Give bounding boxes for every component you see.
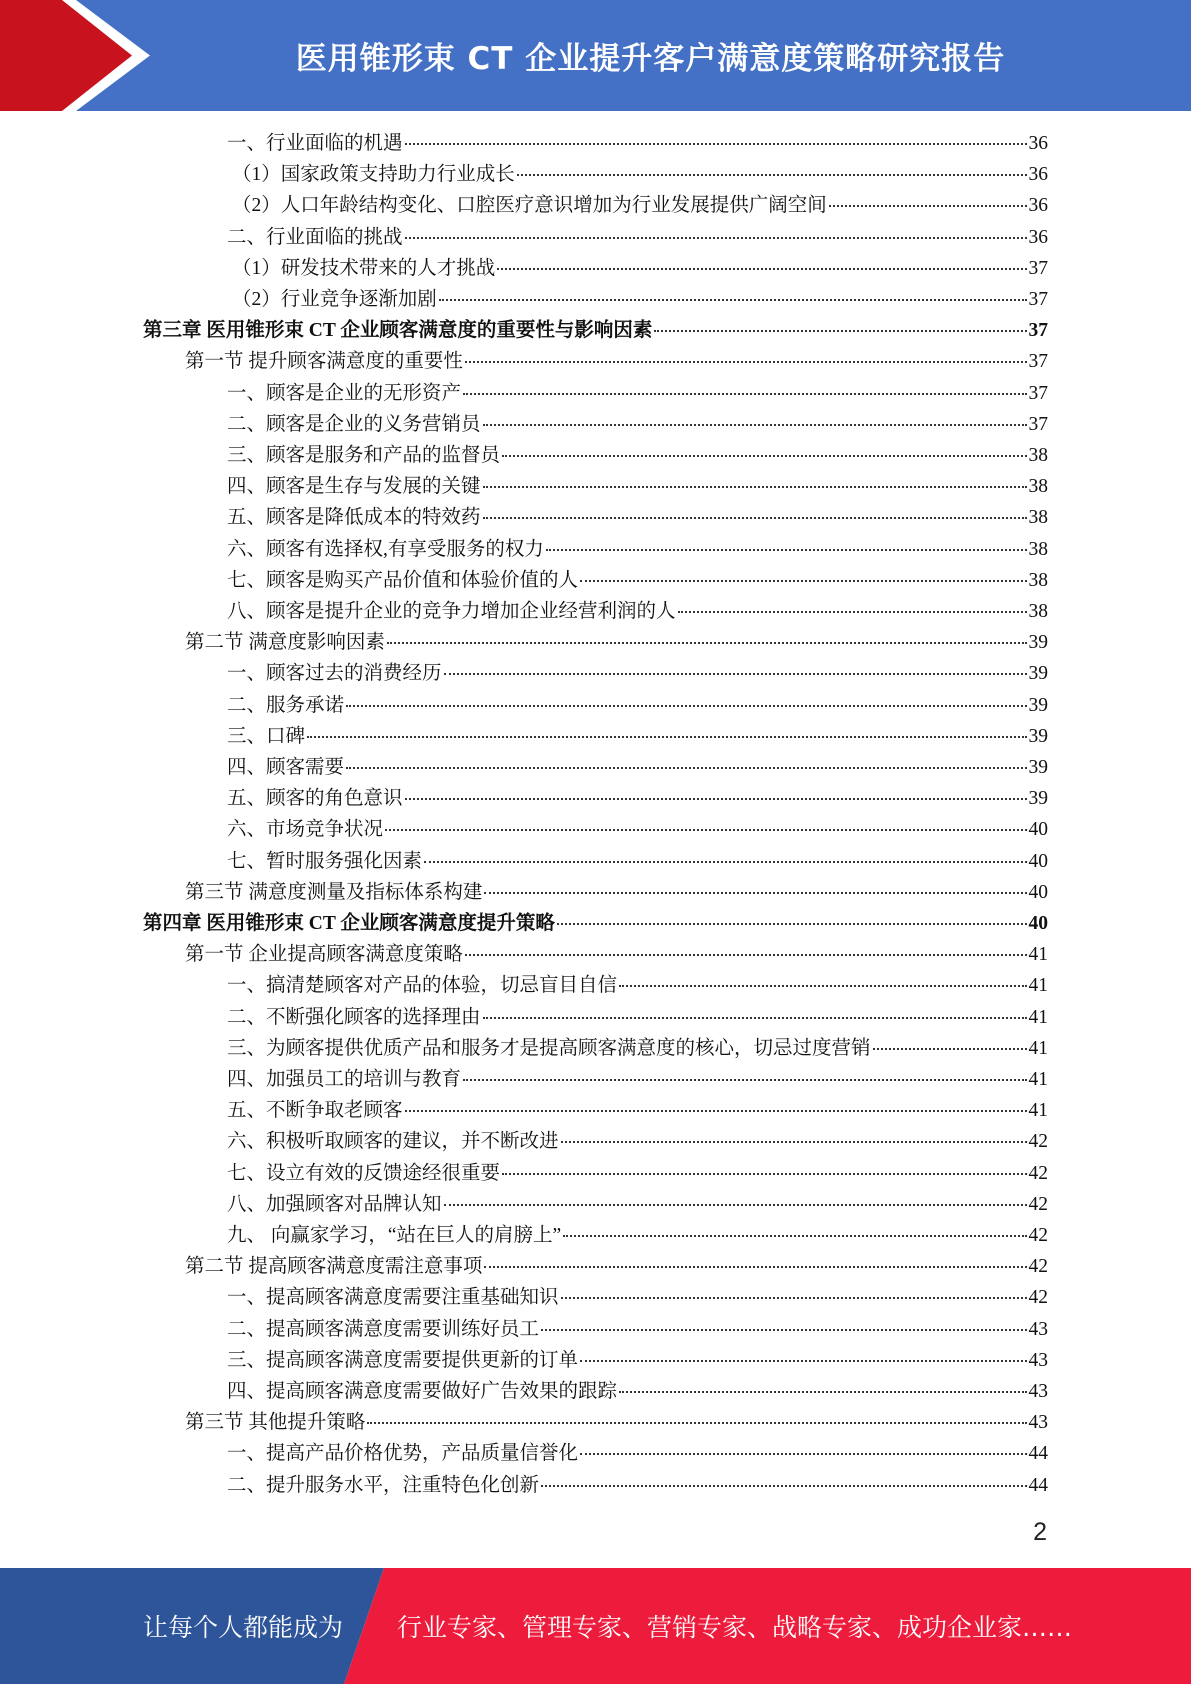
toc-item-row[interactable]: [227, 534, 1048, 565]
page-number: 2: [1033, 1518, 1047, 1546]
toc-dot-leader: [444, 1204, 1027, 1206]
toc-entry-title: 五、顾客是降低成本的特效药: [227, 507, 481, 529]
toc-dot-leader: [541, 1329, 1026, 1331]
toc-dot-leader: [405, 798, 1027, 800]
toc-dot-leader: [563, 1235, 1026, 1237]
toc-item-row[interactable]: [227, 1376, 1048, 1407]
toc-entry-title: 六、市场竞争状况: [227, 819, 384, 841]
toc-item-row[interactable]: [227, 721, 1048, 752]
toc-dot-leader: [502, 1173, 1026, 1175]
toc-entry-title: 三、提高顾客满意度需要提供更新的订单: [227, 1349, 579, 1371]
toc-item-row[interactable]: [227, 1064, 1048, 1095]
toc-page-number: 39: [1028, 757, 1048, 778]
toc-item-row[interactable]: [227, 1126, 1048, 1157]
toc-page-number: 38: [1028, 507, 1048, 529]
toc-entry-title: 一、提高顾客满意度需要注重基础知识: [227, 1287, 559, 1309]
footer-slogan-left: 让每个人都能成为: [143, 1613, 344, 1642]
toc-dot-leader: [346, 705, 1026, 707]
toc-entry-title: 四、提高顾客满意度需要做好广告效果的跟踪: [227, 1381, 618, 1402]
toc-dot-leader: [484, 892, 1026, 894]
toc-entry-title: 第四章 医用锥形束 CT 企业顾客满意度提升策略: [143, 913, 555, 934]
toc-entry-title: 三、为顾客提供优质产品和服务才是提高顾客满意度的核心，切忌过度营销: [227, 1037, 871, 1059]
toc-item-row[interactable]: [227, 690, 1048, 721]
toc-entry-title: 第三节 其他提升策略: [185, 1412, 366, 1434]
toc-item-row[interactable]: [227, 1314, 1048, 1345]
toc-entry-title: 一、顾客过去的消费经历: [227, 663, 442, 685]
toc-section-row[interactable]: [185, 1251, 1048, 1282]
toc-entry-title: 二、提高顾客满意度需要训练好员工: [227, 1318, 540, 1340]
toc-page-number: 43: [1028, 1349, 1048, 1371]
toc-dot-leader: [580, 580, 1026, 582]
toc-item-row[interactable]: [227, 409, 1048, 440]
toc-dot-leader: [497, 268, 1026, 270]
toc-entry-title: 第三章 医用锥形束 CT 企业顾客满意度的重要性与影响因素: [143, 320, 653, 342]
toc-page-number: 38: [1028, 476, 1048, 498]
toc-entry-title: 八、顾客是提升企业的竞争力增加企业经营利润的人: [227, 601, 676, 622]
toc-dot-leader: [424, 861, 1026, 863]
toc-entry-title: （2）行业竞争逐渐加剧: [232, 289, 437, 310]
toc-item-row[interactable]: [227, 1033, 1048, 1064]
toc-entry-title: （2）人口年龄结构变化、口腔医疗意识增加为行业发展提供广阔空间: [232, 195, 827, 217]
toc-section-row[interactable]: [185, 939, 1048, 970]
toc-page-number: 39: [1028, 632, 1048, 654]
toc-entry-title: 四、顾客需要: [227, 757, 345, 778]
toc-entry-title: 四、加强员工的培训与教育: [227, 1069, 462, 1090]
toc-entry-title: 二、提升服务水平，注重特色化创新: [227, 1474, 540, 1496]
page-footer: [0, 1568, 1191, 1684]
toc-page-number: 37: [1028, 413, 1048, 435]
toc-page-number: 40: [1028, 819, 1048, 841]
toc-page-number: 38: [1028, 538, 1048, 560]
toc-page-number: 36: [1028, 164, 1048, 186]
toc-dot-leader: [873, 1048, 1027, 1050]
toc-item-row[interactable]: [227, 1189, 1048, 1220]
toc-dot-leader: [502, 455, 1026, 457]
toc-page-number: 41: [1028, 944, 1048, 966]
toc-entry-title: 六、顾客有选择权,有享受服务的权力: [227, 538, 544, 560]
toc-dot-leader: [561, 1141, 1027, 1143]
toc-entry-title: 二、行业面临的挑战: [227, 226, 403, 248]
toc-dot-leader: [405, 237, 1027, 239]
toc-entry-title: 五、顾客的角色意识: [227, 788, 403, 810]
toc-page-number: 39: [1028, 725, 1048, 747]
toc-item-row[interactable]: [227, 1095, 1048, 1126]
toc-entry-title: （1）研发技术带来的人才挑战: [232, 257, 496, 279]
toc-page-number: 42: [1028, 1162, 1048, 1184]
toc-page-number: 41: [1028, 1100, 1048, 1122]
toc-item-row[interactable]: [227, 752, 1048, 783]
toc-entry-title: 三、顾客是服务和产品的监督员: [227, 445, 501, 466]
toc-entry-title: 一、提高产品价格优势，产品质量信誉化: [227, 1443, 579, 1465]
toc-item-row[interactable]: [227, 658, 1048, 689]
toc-dot-leader: [463, 393, 1026, 395]
toc-entry-title: （1）国家政策支持助力行业成长: [232, 164, 515, 186]
toc-page-number: 41: [1028, 1069, 1048, 1090]
toc-page-number: 39: [1028, 663, 1048, 685]
toc-page-number: 40: [1028, 850, 1048, 872]
chevron-arrow-icon: [0, 0, 160, 111]
toc-dot-leader: [829, 205, 1027, 207]
toc-item-row[interactable]: [232, 284, 1048, 315]
toc-entry-title: 第二节 提高顾客满意度需注意事项: [185, 1256, 483, 1278]
toc-item-row[interactable]: [227, 502, 1048, 533]
toc-page-number: 41: [1028, 975, 1048, 997]
toc-entry-title: 九、 向赢家学习，“站在巨人的肩膀上”: [227, 1225, 562, 1246]
toc-entry-title: 第一节 提升顾客满意度的重要性: [185, 351, 463, 373]
toc-dot-leader: [619, 985, 1026, 987]
toc-dot-leader: [483, 1017, 1027, 1019]
toc-entry-title: 一、行业面临的机遇: [227, 133, 403, 154]
toc-item-row[interactable]: [227, 128, 1048, 159]
toc-dot-leader: [580, 1360, 1026, 1362]
toc-dot-leader: [678, 611, 1027, 613]
toc-page-number: 42: [1028, 1131, 1048, 1153]
arrow-red-fill: [0, 0, 132, 111]
toc-section-row[interactable]: [185, 627, 1048, 658]
toc-page-number: 38: [1028, 601, 1048, 622]
toc-page-number: 36: [1028, 195, 1048, 217]
toc-page-number: 42: [1028, 1256, 1048, 1278]
toc-page-number: 42: [1028, 1287, 1048, 1309]
toc-page-number: 37: [1028, 320, 1048, 342]
toc-item-row[interactable]: [227, 1282, 1048, 1313]
toc-item-row[interactable]: [227, 565, 1048, 596]
toc-item-row[interactable]: [227, 1470, 1048, 1501]
toc-page-number: 39: [1028, 694, 1048, 716]
toc-page-number: 44: [1028, 1474, 1048, 1496]
toc-dot-leader: [483, 517, 1027, 519]
toc-entry-title: 五、不断争取老顾客: [227, 1100, 403, 1122]
toc-entry-title: 八、加强顾客对品牌认知: [227, 1193, 442, 1215]
toc-item-row[interactable]: [227, 1158, 1048, 1189]
toc-page-number: 36: [1028, 226, 1048, 248]
toc-item-row[interactable]: [227, 1438, 1048, 1469]
toc-item-row[interactable]: [227, 1345, 1048, 1376]
toc-dot-leader: [387, 642, 1027, 644]
toc-dot-leader: [484, 1266, 1026, 1268]
toc-section-row[interactable]: [185, 877, 1048, 908]
toc-dot-leader: [546, 549, 1027, 551]
toc-chapter-row[interactable]: [143, 908, 1048, 939]
toc-entry-title: 二、服务承诺: [227, 694, 345, 716]
toc-page-number: 42: [1028, 1193, 1048, 1215]
toc-dot-leader: [465, 361, 1027, 363]
toc-page-number: 37: [1028, 382, 1048, 404]
toc-dot-leader: [346, 767, 1026, 769]
toc-dot-leader: [619, 1391, 1026, 1393]
toc-dot-leader: [580, 1453, 1026, 1455]
toc-item-row[interactable]: [227, 222, 1048, 253]
footer-slogan-right: 行业专家、管理专家、营销专家、战略专家、成功企业家……: [397, 1613, 1073, 1642]
toc-item-row[interactable]: [227, 1002, 1048, 1033]
toc-dot-leader: [483, 424, 1027, 426]
toc-item-row[interactable]: [227, 471, 1048, 502]
toc-page-number: 41: [1028, 1037, 1048, 1059]
toc-section-row[interactable]: [185, 1407, 1048, 1438]
toc-item-row[interactable]: [232, 159, 1048, 190]
toc-entry-title: 第一节 企业提高顾客满意度策略: [185, 944, 463, 966]
toc-page-number: 43: [1028, 1318, 1048, 1340]
toc-dot-leader: [307, 736, 1026, 738]
toc-item-row[interactable]: [227, 440, 1048, 471]
toc-entry-title: 七、暂时服务强化因素: [227, 850, 423, 872]
toc-entry-title: 七、设立有效的反馈途经很重要: [227, 1162, 501, 1184]
toc-page-number: 37: [1028, 257, 1048, 279]
toc-entry-title: 二、顾客是企业的义务营销员: [227, 413, 481, 435]
toc-item-row[interactable]: [227, 596, 1048, 627]
page-header: [0, 0, 1191, 111]
toc-page-number: 40: [1028, 881, 1048, 903]
toc-page-number: 37: [1028, 289, 1048, 310]
toc-entry-title: 一、顾客是企业的无形资产: [227, 382, 462, 404]
toc-dot-leader: [557, 923, 1027, 925]
toc-entry-title: 三、口碑: [227, 725, 306, 747]
toc-entry-title: 第三节 满意度测量及指标体系构建: [185, 881, 483, 903]
toc-entry-title: 四、顾客是生存与发展的关键: [227, 476, 481, 498]
toc-dot-leader: [405, 1110, 1027, 1112]
toc-section-row[interactable]: [185, 346, 1048, 377]
report-title: 医用锥形束 CT 企业提升客户满意度策略研究报告: [295, 41, 1006, 77]
toc-page-number: 40: [1028, 913, 1048, 934]
toc-dot-leader: [541, 1485, 1026, 1487]
toc-dot-leader: [517, 174, 1027, 176]
toc-page-number: 37: [1028, 351, 1048, 373]
toc-page-number: 38: [1028, 445, 1048, 466]
toc-dot-leader: [405, 143, 1027, 145]
toc-page-number: 39: [1028, 788, 1048, 810]
toc-item-row[interactable]: [232, 190, 1048, 221]
toc-entry-title: 七、顾客是购买产品价值和体验价值的人: [227, 569, 579, 591]
toc-dot-leader: [444, 673, 1027, 675]
toc-entry-title: 六、积极听取顾客的建议，并不断改进: [227, 1131, 559, 1153]
toc-dot-leader: [561, 1297, 1027, 1299]
toc-dot-leader: [385, 829, 1026, 831]
toc-entry-title: 一、搞清楚顾客对产品的体验，切忌盲目自信: [227, 975, 618, 997]
toc-item-row[interactable]: [227, 970, 1048, 1001]
toc-page-number: 36: [1028, 133, 1048, 154]
toc-page-number: 42: [1028, 1225, 1048, 1246]
toc-dot-leader: [654, 330, 1026, 332]
toc-page-number: 43: [1028, 1412, 1048, 1434]
toc-item-row[interactable]: [227, 846, 1048, 877]
toc-entry-title: 二、不断强化顾客的选择理由: [227, 1006, 481, 1028]
toc-entry-title: 第二节 满意度影响因素: [185, 632, 385, 654]
toc-chapter-row[interactable]: [143, 315, 1048, 346]
toc-page-number: 44: [1028, 1443, 1048, 1465]
toc-dot-leader: [465, 954, 1027, 956]
toc-item-row[interactable]: [232, 253, 1048, 284]
toc-dot-leader: [439, 299, 1027, 301]
toc-dot-leader: [367, 1422, 1026, 1424]
toc-item-row[interactable]: [227, 1220, 1048, 1251]
toc-page-number: 43: [1028, 1381, 1048, 1402]
toc-item-row[interactable]: [227, 814, 1048, 845]
toc-item-row[interactable]: [227, 783, 1048, 814]
toc-dot-leader: [483, 486, 1027, 488]
toc-dot-leader: [463, 1079, 1026, 1081]
toc-page-number: 38: [1028, 569, 1048, 591]
toc-page-number: 41: [1028, 1006, 1048, 1028]
toc-item-row[interactable]: [227, 378, 1048, 409]
